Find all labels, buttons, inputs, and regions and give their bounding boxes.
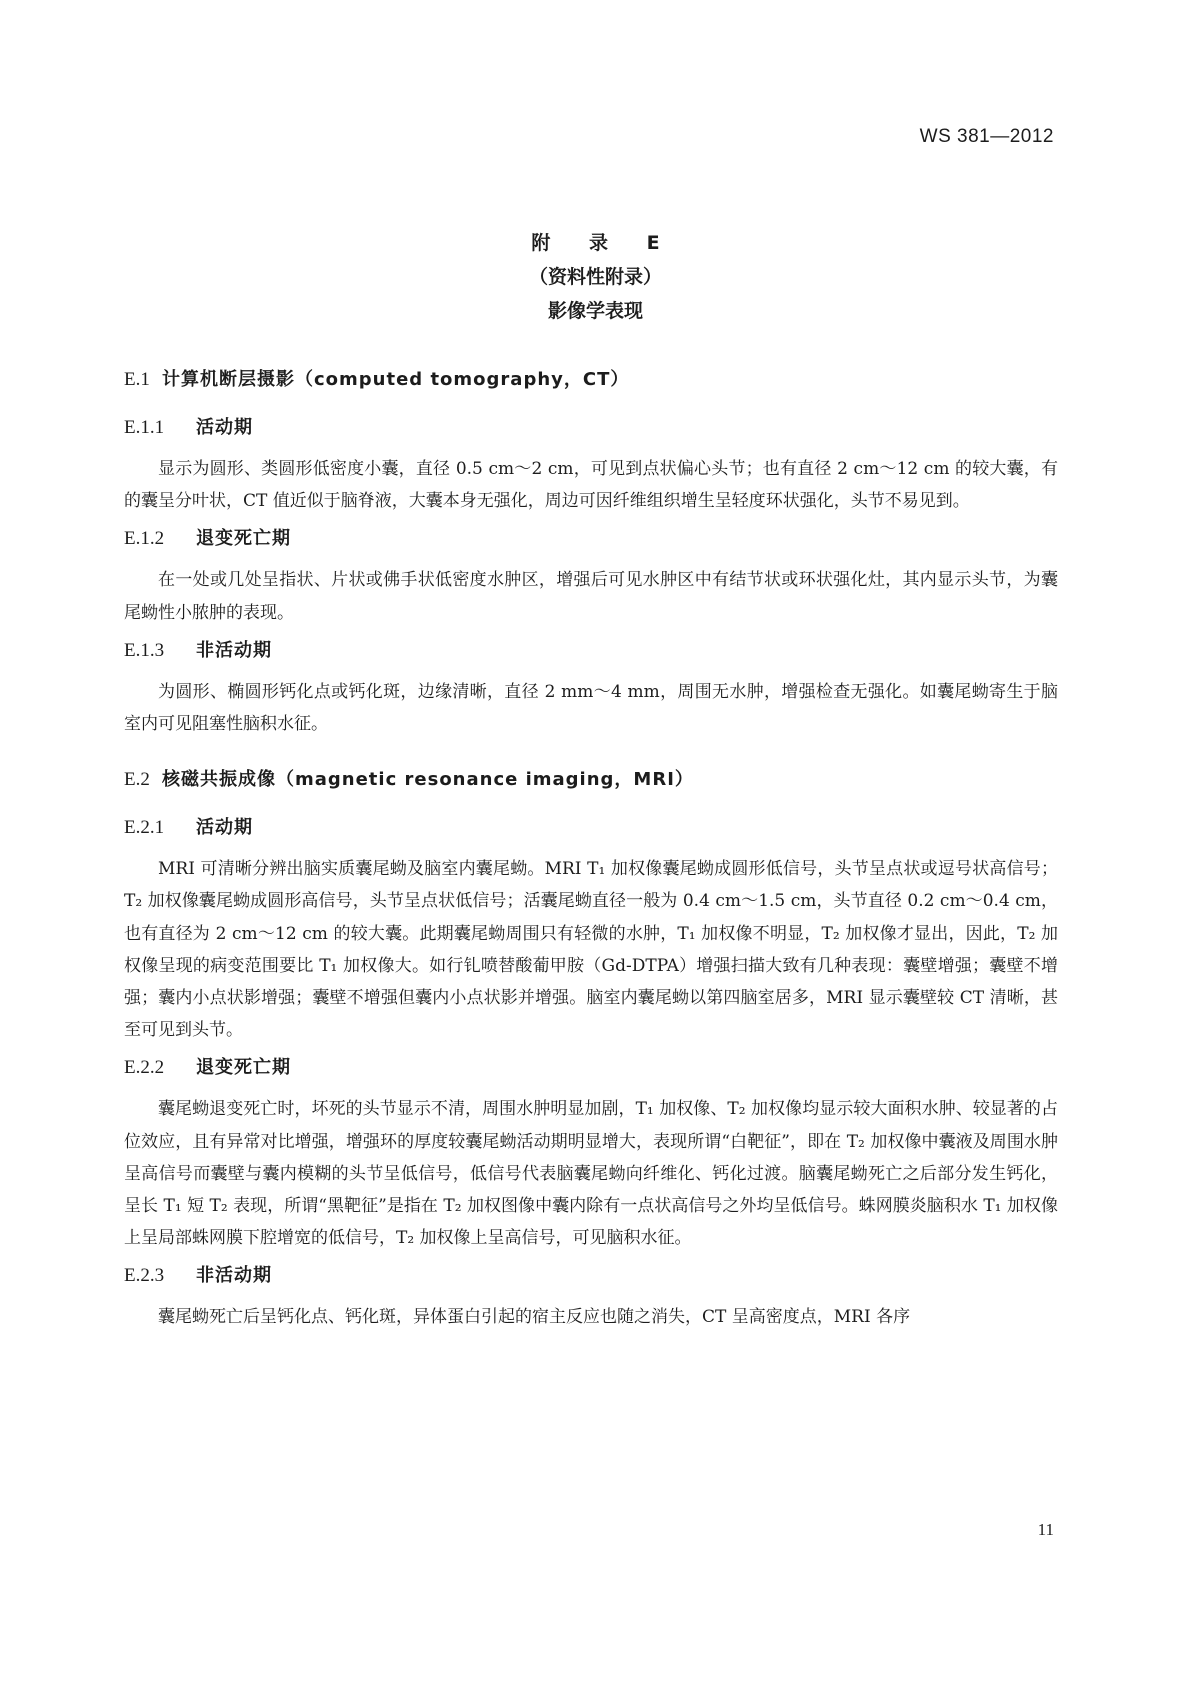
subsection-heading-e1-3 bbox=[124, 637, 1058, 665]
paragraph-e1-3: 为圆形、椭圆形钙化点或钙化斑，边缘清晰，直径 2 mm～4 mm，周围无水肿，增强检查无强化。如囊尾蚴寄生于脑室内可见阻塞性脑积水征。 bbox=[124, 681, 1058, 735]
subsection-heading-e1-1 bbox=[124, 414, 1058, 442]
section-heading-e1 bbox=[124, 366, 1058, 394]
paragraph-e2-2: 囊尾蚴退变死亡时，坏死的头节显示不清，周围水肿明显加剧，T₁ 加权像、T₂ 加权像均显示较大面积水肿、较显著的占位效应，且有异常对比增强，增强环的厚度较囊尾蚴活动期明显增大，表现所谓“白靶征”，即在 T₂ 加权像中囊液及周围水肿呈高信号而囊壁与囊内模糊的头节呈低信号，低信号代表脑囊尾蚴向纤维化、钙化过渡。脑囊尾蚴死亡之后部分发生钙化，呈长 T₁ 短 T₂ 表现，所谓“黑靶征”是指在 T₂ 加权图像中囊内除有一点状高信号之外均呈低信号。蛛网膜炎脑积水 T₁ 加权像上呈局部蛛网膜下腔增宽的低信号，T₂ 加权像上呈高信号，可见脑积水征。 bbox=[124, 1099, 1058, 1249]
paragraph-e2-3: 囊尾蚴死亡后呈钙化点、钙化斑，异体蛋白引起的宿主反应也随之消失，CT 呈高密度点，MRI 各序 bbox=[158, 1307, 911, 1328]
document-code: WS 381—2012 bbox=[919, 126, 1054, 147]
subsection-title: 非活动期 bbox=[196, 1265, 272, 1287]
section-title: 核磁共振成像（magnetic resonance imaging，MRI） bbox=[162, 769, 694, 791]
subsection-title: 活动期 bbox=[196, 817, 253, 839]
subsection-number: E.2.2 bbox=[124, 1057, 165, 1079]
subsection-title: 非活动期 bbox=[196, 639, 272, 661]
subsection-title: 活动期 bbox=[196, 417, 253, 438]
subsection-number: E.1.3 bbox=[124, 639, 165, 661]
paragraph-e2-1: MRI 可清晰分辨出脑实质囊尾蚴及脑室内囊尾蚴。MRI T₁ 加权像囊尾蚴成圆形低信号，头节呈点状或逗号状高信号；T₂ 加权像囊尾蚴成圆形高信号，头节呈点状低信号；活囊尾蚴直径一般为 0.4 cm～1.5 cm，头节直径 0.2 cm～0.4 cm，也有直径为 2 cm～12 cm 的较大囊。此期囊尾蚴周围只有轻微的水肿，T₁ 加权像不明显，T₂ 加权像才显出，因此，T₂ 加权像呈现的病变范围要比 T₁ 加权像大。如行钆喷替酸葡甲胺（Gd-DTPA）增强扫描大致有几种表现：囊壁增强；囊壁不增强；囊内小点状影增强；囊壁不增强但囊内小点状影并增强。脑室内囊尾蚴以第四脑室居多，MRI 显示囊壁较 CT 清晰，甚至可见到头节。 bbox=[124, 859, 1058, 1041]
paragraph-e1-2: 在一处或几处呈指状、片状或佛手状低密度水肿区，增强后可见水肿区中有结节状或环状强化灶，其内显示头节，为囊尾蚴性小脓肿的表现。 bbox=[124, 570, 1058, 623]
section-heading-e2 bbox=[124, 766, 1058, 794]
subsection-number: E.2.1 bbox=[124, 817, 165, 839]
subsection-title: 退变死亡期 bbox=[196, 528, 291, 550]
appendix-heading bbox=[0, 226, 1191, 328]
subsection-title: 退变死亡期 bbox=[196, 1057, 291, 1079]
appendix-name: 影像学表现 bbox=[547, 300, 643, 322]
subsection-heading-e2-3 bbox=[124, 1262, 1058, 1290]
section-number: E.2 bbox=[124, 769, 150, 791]
subsection-heading-e2-2 bbox=[124, 1054, 1058, 1082]
subsection-number: E.1.2 bbox=[124, 528, 165, 550]
section-number: E.1 bbox=[124, 369, 150, 390]
appendix-title: 附 录 E bbox=[531, 232, 676, 254]
subsection-heading-e2-1 bbox=[124, 814, 1058, 842]
subsection-number: E.1.1 bbox=[124, 417, 165, 438]
section-title: 计算机断层摄影（computed tomography，CT） bbox=[162, 369, 630, 390]
page-number: 11 bbox=[1037, 1520, 1054, 1539]
subsection-heading-e1-2 bbox=[124, 525, 1058, 553]
document-body bbox=[124, 366, 1058, 1334]
paragraph-e1-1: 显示为圆形、类圆形低密度小囊，直径 0.5 cm～2 cm，可见到点状偏心头节；也有直径 2 cm～12 cm 的较大囊，有的囊呈分叶状，CT 值近似于脑脊液，大囊本身无强化，周边可因纤维组织增生呈轻度环状强化，头节不易见到。 bbox=[124, 459, 1058, 512]
subsection-number: E.2.3 bbox=[124, 1265, 165, 1287]
appendix-subtitle: （资料性附录） bbox=[528, 266, 662, 288]
